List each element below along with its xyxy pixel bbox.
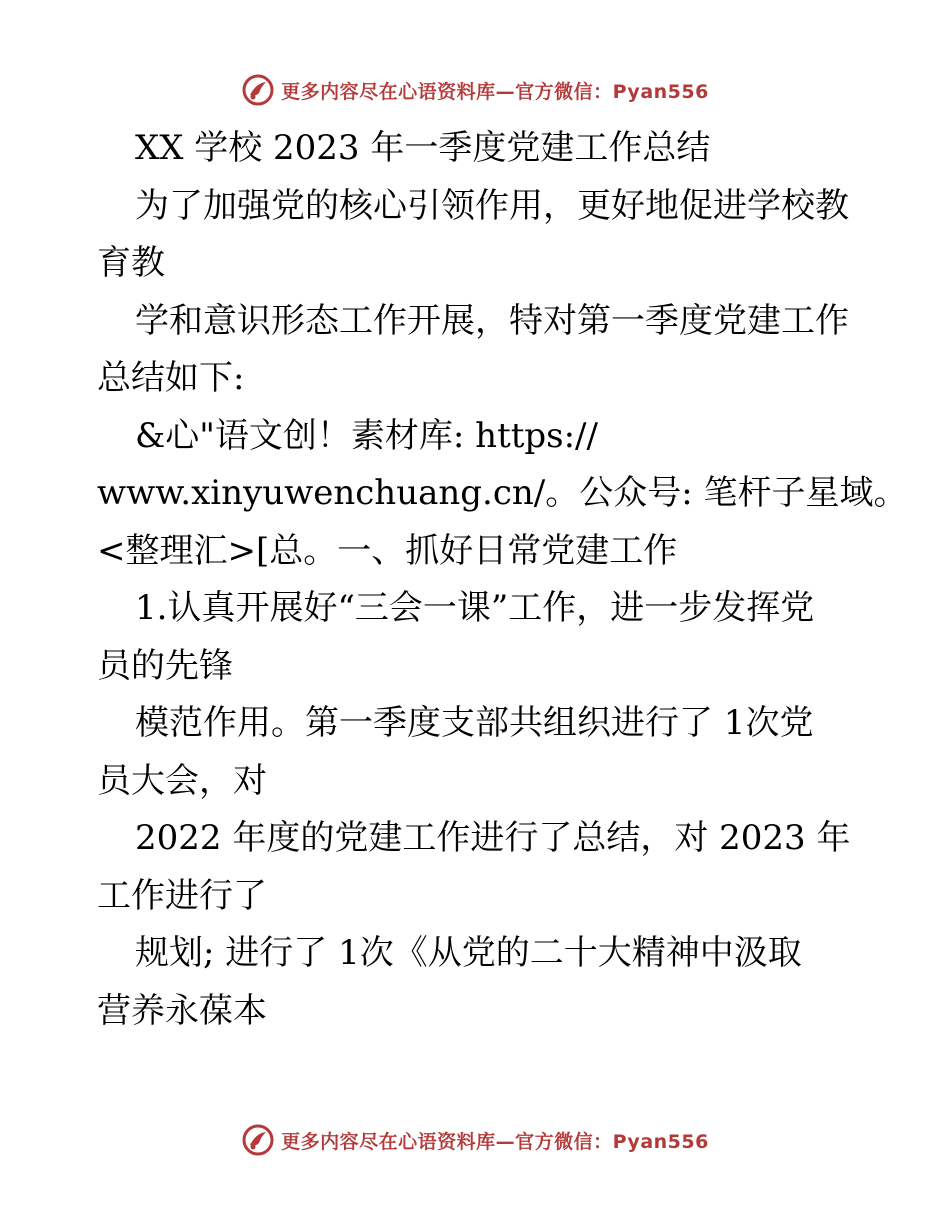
header-banner	[0, 70, 950, 110]
document-body	[97, 120, 908, 1040]
section-heading: <整理汇>[总。一、抓好日常党建工作	[97, 530, 678, 571]
footer-banner	[0, 1120, 950, 1160]
paragraph-line: 模范作用。第一季度支部共组织进行了 1次党	[135, 703, 814, 743]
brush-seal-logo-icon	[241, 73, 275, 107]
paragraph-line: 营养永葆本	[97, 990, 267, 1031]
paragraph-line: 学和意识形态工作开展，特对第一季度党建工作	[135, 300, 849, 341]
paragraph-line: 2022 年度的党建工作进行了总结，对 2023 年	[135, 818, 851, 858]
paragraph-line: www.xinyuwenchuang.cn/。公众号: 笔杆子星域。	[97, 473, 908, 513]
paragraph-line: 1.认真开展好“三会一课”工作，进一步发挥党	[135, 588, 815, 628]
document-title: XX 学校 2023 年一季度党建工作总结	[135, 128, 711, 168]
paragraph-line: 规划; 进行了 1次《从党的二十大精神中汲取	[135, 933, 802, 973]
paragraph-line: 总结如下:	[97, 358, 245, 398]
paragraph-line: 为了加强党的核心引领作用，更好地促进学校教	[135, 185, 849, 226]
paragraph-line: 员的先锋	[97, 645, 233, 686]
header-banner-text: 更多内容尽在心语资料库—官方微信：Pyan556	[281, 80, 709, 103]
paragraph-line: &心"语文创！素材库: https://	[135, 415, 598, 456]
paragraph-line: 工作进行了	[97, 875, 267, 916]
paragraph-line: 员大会，对	[97, 760, 267, 801]
footer-banner-text: 更多内容尽在心语资料库—官方微信：Pyan556	[281, 1130, 709, 1153]
brush-seal-logo-icon	[241, 1123, 275, 1157]
paragraph-line: 育教	[97, 243, 165, 283]
